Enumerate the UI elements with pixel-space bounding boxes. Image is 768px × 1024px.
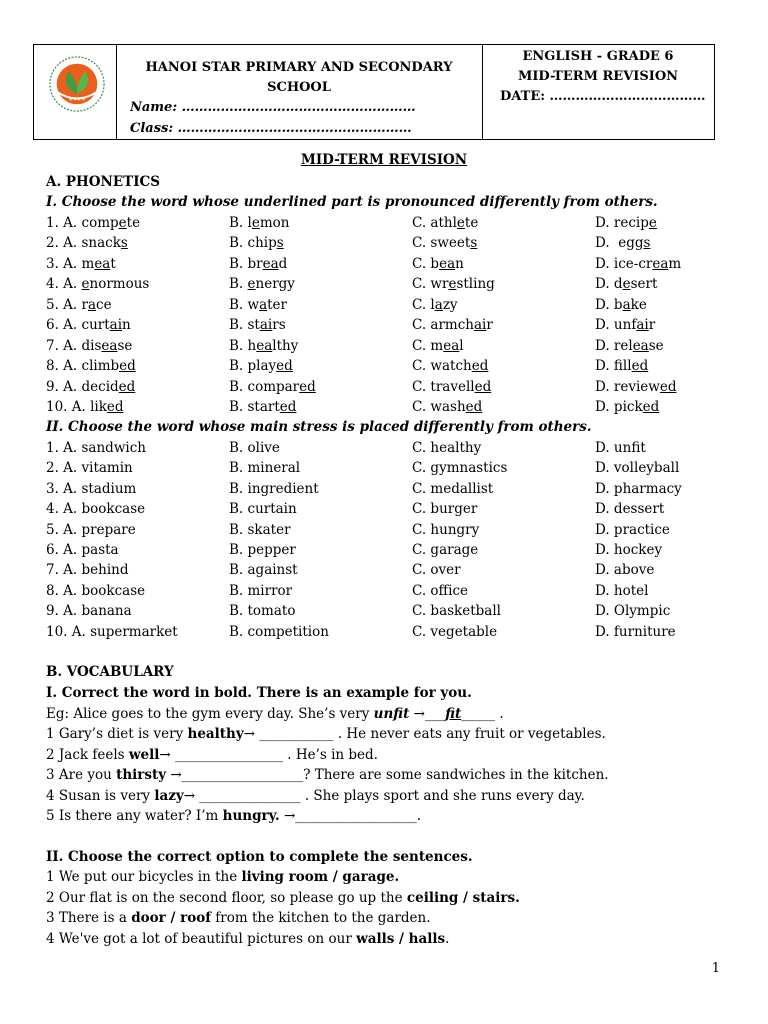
phonetics-q3-d: D. ice-cream — [595, 256, 682, 272]
stress-instruction: II. Choose the word whose main stress is placed differently from others. — [46, 419, 592, 435]
stress-q7-d: D. above — [595, 562, 655, 578]
vocab-q5: 5 Is there any water? I’m hungry. →__________________. — [46, 808, 422, 824]
phonetics-q2-c: C. sweets — [412, 235, 478, 251]
stress-q8-d: D. hotel — [595, 583, 649, 599]
header-box — [33, 44, 715, 140]
stress-q5-c: C. hungry — [412, 522, 480, 538]
stress-q6-d: D. hockey — [595, 542, 663, 558]
page-number: 1 — [711, 961, 720, 976]
phonetics-q7-d: D. release — [595, 338, 664, 354]
phonetics-q9-b: B. compared — [229, 379, 316, 395]
phonetics-q6-a: 6. A. curtain — [46, 317, 131, 333]
vocab-instruction-2: II. Choose the correct option to complete the sentences. — [46, 849, 473, 865]
phonetics-q2-a: 2. A. snacks — [46, 235, 128, 251]
stress-q5-b: B. skater — [229, 522, 291, 538]
stress-q2-c: C. gymnastics — [412, 460, 508, 476]
stress-q5-d: D. practice — [595, 522, 670, 538]
stress-q8-a: 8. A. bookcase — [46, 583, 146, 599]
phonetics-q5-c: C. lazy — [412, 297, 458, 313]
phonetics-q1-b: B. lemon — [229, 215, 290, 231]
phonetics-q5-a: 5. A. race — [46, 297, 112, 313]
stress-q10-c: C. vegetable — [412, 624, 498, 640]
stress-q9-a: 9. A. banana — [46, 603, 132, 619]
phonetics-q1-d: D. recipe — [595, 215, 657, 231]
vocab-q2: 2 Jack feels well→ ________________ . He’s in bed. — [46, 747, 378, 763]
phonetics-q7-a: 7. A. disease — [46, 338, 133, 354]
phonetics-q8-a: 8. A. climbed — [46, 358, 136, 374]
school-info-cell — [116, 45, 483, 139]
phonetics-q5-d: D. bake — [595, 297, 647, 313]
phonetics-instruction: I. Choose the word whose underlined part is pronounced differently from others. — [46, 194, 658, 210]
phonetics-q1-c: C. athlete — [412, 215, 479, 231]
subject-label: ENGLISH - GRADE 6 — [522, 49, 674, 64]
stress-q10-d: D. furniture — [595, 624, 676, 640]
stress-q2-d: D. volleyball — [595, 460, 680, 476]
stress-q3-a: 3. A. stadium — [46, 481, 137, 497]
stress-q5-a: 5. A. prepare — [46, 522, 136, 538]
page-title: MID-TERM REVISION — [300, 152, 468, 168]
phonetics-q10-c: C. washed — [412, 399, 483, 415]
phonetics-q4-b: B. energy — [229, 276, 295, 292]
stress-q2-b: B. mineral — [229, 460, 301, 476]
phonetics-q10-d: D. picked — [595, 399, 660, 415]
stress-q10-a: 10. A. supermarket — [46, 624, 178, 640]
vocab-q4: 4 Susan is very lazy→ _______________ . She plays sport and she runs every day. — [46, 788, 585, 804]
exam-info-cell — [482, 45, 714, 139]
phonetics-q9-c: C. travelled — [412, 379, 492, 395]
phonetics-q10-b: B. started — [229, 399, 297, 415]
phonetics-q8-b: B. played — [229, 358, 293, 374]
phonetics-q8-c: C. watched — [412, 358, 489, 374]
school-logo-icon — [48, 55, 106, 113]
option-q4: 4 We've got a lot of beautiful pictures on our walls / halls. — [46, 931, 450, 947]
option-q2: 2 Our flat is on the second floor, so please go up the ceiling / stairs. — [46, 890, 520, 906]
phonetics-q6-c: C. armchair — [412, 317, 493, 333]
stress-q9-c: C. basketball — [412, 603, 501, 619]
stress-q6-c: C. garage — [412, 542, 479, 558]
vocab-q1: 1 Gary’s diet is very healthy→ ___________ . He never eats any fruit or vegetables. — [46, 726, 606, 742]
stress-q4-d: D. dessert — [595, 501, 665, 517]
section-b-heading: B. VOCABULARY — [46, 664, 174, 680]
stress-q4-b: B. curtain — [229, 501, 297, 517]
option-q3: 3 There is a door / roof from the kitchen to the garden. — [46, 910, 431, 926]
section-a-heading: A. PHONETICS — [46, 174, 161, 190]
phonetics-q3-b: B. bread — [229, 256, 288, 272]
stress-q6-a: 6. A. pasta — [46, 542, 119, 558]
stress-q7-b: B. against — [229, 562, 298, 578]
phonetics-q8-d: D. filled — [595, 358, 649, 374]
vocab-example: Eg: Alice goes to the gym every day. She’s very unfit →___fit_____ . — [46, 706, 504, 722]
phonetics-q3-c: C. bean — [412, 256, 464, 272]
phonetics-q9-a: 9. A. decided — [46, 379, 136, 395]
stress-q3-d: D. pharmacy — [595, 481, 682, 497]
phonetics-q4-a: 4. A. enormous — [46, 276, 150, 292]
phonetics-q3-a: 3. A. meat — [46, 256, 116, 272]
phonetics-q4-d: D. desert — [595, 276, 658, 292]
phonetics-q10-a: 10. A. liked — [46, 399, 124, 415]
school-name: HANOI STAR PRIMARY AND SECONDARY SCHOOL — [145, 60, 453, 95]
class-field: Class: ……………………………………………… — [130, 121, 412, 136]
stress-q8-b: B. mirror — [229, 583, 293, 599]
stress-q10-b: B. competition — [229, 624, 329, 640]
phonetics-q7-b: B. healthy — [229, 338, 299, 354]
stress-q9-d: D. Olympic — [595, 603, 671, 619]
stress-q2-a: 2. A. vitamin — [46, 460, 133, 476]
phonetics-q1-a: 1. A. compete — [46, 215, 141, 231]
phonetics-q9-d: D. reviewed — [595, 379, 677, 395]
svg-text:★★★★: ★★★★ — [68, 97, 86, 103]
stress-q7-c: C. over — [412, 562, 461, 578]
stress-q9-b: B. tomato — [229, 603, 296, 619]
stress-q7-a: 7. A. behind — [46, 562, 129, 578]
phonetics-q7-c: C. meal — [412, 338, 464, 354]
option-q1: 1 We put our bicycles in the living room / garage. — [46, 869, 400, 885]
stress-q8-c: C. office — [412, 583, 469, 599]
stress-q4-a: 4. A. bookcase — [46, 501, 146, 517]
stress-q1-b: B. olive — [229, 440, 280, 456]
phonetics-q6-b: B. stairs — [229, 317, 286, 333]
phonetics-q4-c: C. wrestling — [412, 276, 495, 292]
stress-q3-c: C. medallist — [412, 481, 494, 497]
stress-q1-a: 1. A. sandwich — [46, 440, 146, 456]
stress-q3-b: B. ingredient — [229, 481, 319, 497]
stress-q1-d: D. unfit — [595, 440, 646, 456]
stress-q1-c: C. healthy — [412, 440, 482, 456]
vocab-instruction-1: I. Correct the word in bold. There is an example for you. — [46, 685, 472, 701]
phonetics-q2-d: D. eggs — [595, 235, 651, 251]
phonetics-q2-b: B. chips — [229, 235, 284, 251]
exam-label: MID-TERM REVISION — [517, 69, 679, 84]
date-field: DATE: ……………………………… — [500, 89, 706, 104]
name-field: Name: ……………………………………………… — [130, 100, 416, 115]
stress-q4-c: C. burger — [412, 501, 478, 517]
phonetics-q5-b: B. water — [229, 297, 287, 313]
phonetics-q6-d: D. unfair — [595, 317, 656, 333]
logo-cell — [34, 45, 117, 139]
vocab-q3: 3 Are you thirsty →__________________? There are some sandwiches in the kitchen. — [46, 767, 609, 783]
stress-q6-b: B. pepper — [229, 542, 296, 558]
